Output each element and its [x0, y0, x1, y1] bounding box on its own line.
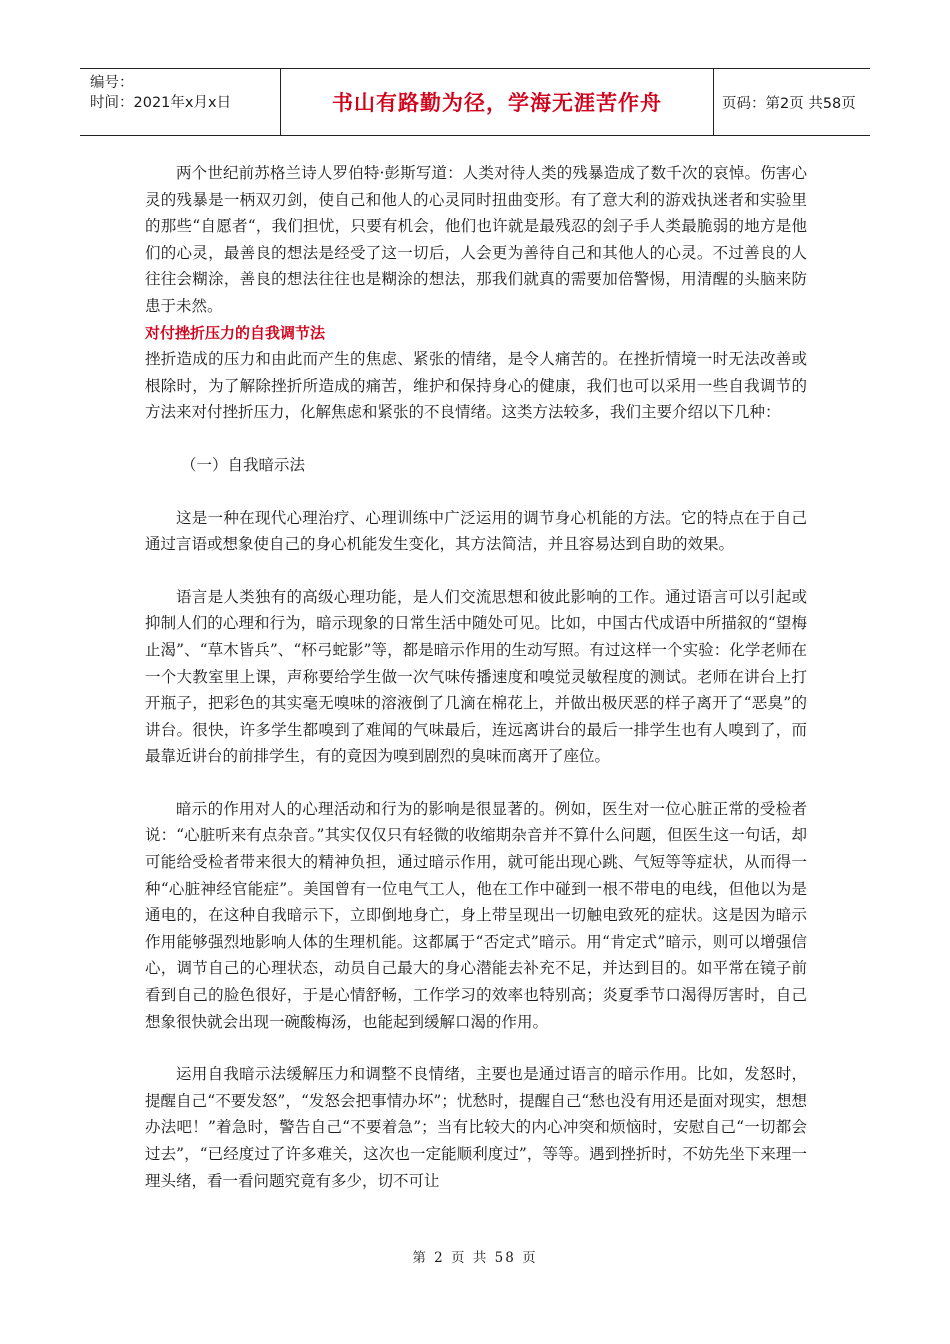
header-meta — [80, 69, 280, 135]
section-title: 对付挫折压力的自我调节法 — [145, 323, 326, 342]
paragraph-1: 两个世纪前苏格兰诗人罗伯特·彭斯写道：人类对待人类的残暴造成了数千次的哀悼。伤害心灵的残暴是一柄双刃剑，使自己和他人的心灵同时扭曲变形。有了意大利的游戏执迷者和实验里的那些“自愿者“，我们担忧，只要有机会，他们也许就是最残忍的刽子手人类最脆弱的地方是他们的心灵，最善良的想法是经受了这一切后，人会更为善待自己和其他人的心灵。不过善良的人往往会糊涂，善良的想法往往也是糊涂的想法，那我们就真的需要加倍警惕，用清醒的头脑来防患于未然。 — [145, 164, 807, 315]
date-label: 时间：2021年x月x日 — [90, 95, 232, 111]
subheading: （一）自我暗示法 — [181, 455, 306, 474]
number-label: 编号： — [90, 75, 134, 91]
header-page-info: 页码：第2页 共58页 — [722, 95, 856, 112]
paragraph-5: 暗示的作用对人的心理活动和行为的影响是很显著的。例如，医生对一位心脏正常的受检者说：“心脏听来有点杂音。”其实仅仅只有轻微的收缩期杂音并不算什么问题，但医生这一句话，却可能给受检者带来很大的精神负担，通过暗示作用，就可能出现心跳、气短等等症状，从而得一种“心脏神经官能症”。美国曾有一位电气工人，他在工作中碰到一根不带电的电线，但他以为是通电的，在这种自我暗示下，立即倒地身亡，身上带呈现出一切触电致死的症状。这是因为暗示作用能够强烈地影响人体的生理机能。这都属于“否定式”暗示。用“肯定式”暗示，则可以增强信心，调节自己的心理状态，动员自己最大的身心潜能去补充不足，并达到目的。如平常在镜子前看到自己的脸色很好，于是心情舒畅，工作学习的效率也特别高；炎夏季节口渴得厉害时，自己想象很快就会出现一碗酸梅汤，也能起到缓解口渴的作用。 — [145, 799, 807, 1031]
paragraph-4: 语言是人类独有的高级心理功能，是人们交流思想和彼此影响的工作。通过语言可以引起或抑制人们的心理和行为，暗示现象的日常生活中随处可见。比如，中国古代成语中所描叙的“望梅止渴”、“草木皆兵”、“杯弓蛇影”等，都是暗示作用的生动写照。有过这样一个实验：化学老师在一个大教室里上课，声称要给学生做一次气味传播速度和嗅觉灵敏程度的测试。老师在讲台上打开瓶子，把彩色的其实毫无嗅味的溶液倒了几滴在棉花上，并做出极厌恶的样子离开了“恶臭”的讲台。很快，许多学生都嗅到了难闻的气味最后，连远离讲台的最后一排学生也有人嗅到了，而最靠近讲台的前排学生，有的竟因为嗅到剧烈的臭味而离开了座位。 — [145, 587, 807, 766]
paragraph-6: 运用自我暗示法缓解压力和调整不良情绪，主要也是通过语言的暗示作用。比如，发怒时，提醒自己“不要发怒”，“发怒会把事情办坏”；忧愁时，提醒自己“愁也没有用还是面对现实，想想办法吧！”着急时，警告自己“不要着急”；当有比较大的内心冲突和烦恼时，安慰自己“一切都会过去”，“已经度过了许多难关，这次也一定能顺利度过”，等等。遇到挫折时，不妨先坐下来理一理头绪，看一看问题究竟有多少，切不可让 — [145, 1065, 807, 1190]
page-header — [80, 68, 870, 136]
header-motto: 书山有路勤为径，学海无涯苦作舟 — [332, 91, 662, 115]
page-footer: 第 2 页 共 58 页 — [412, 1250, 538, 1266]
paragraph-2: 挫折造成的压力和由此而产生的焦虑、紧张的情绪，是令人痛苦的。在挫折情境一时无法改善或根除时，为了解除挫折所造成的痛苦，维护和保持身心的健康，我们也可以采用一些自我调节的方法来对付挫折压力，化解焦虑和紧张的不良情绪。这类方法较多，我们主要介绍以下几种： — [145, 350, 807, 422]
paragraph-3: 这是一种在现代心理治疗、心理训练中广泛运用的调节身心机能的方法。它的特点在于自己通过言语或想象使自己的身心机能发生变化，其方法简洁，并且容易达到自助的效果。 — [145, 508, 807, 554]
header-motto-cell — [280, 69, 714, 135]
document-body — [145, 160, 807, 1194]
